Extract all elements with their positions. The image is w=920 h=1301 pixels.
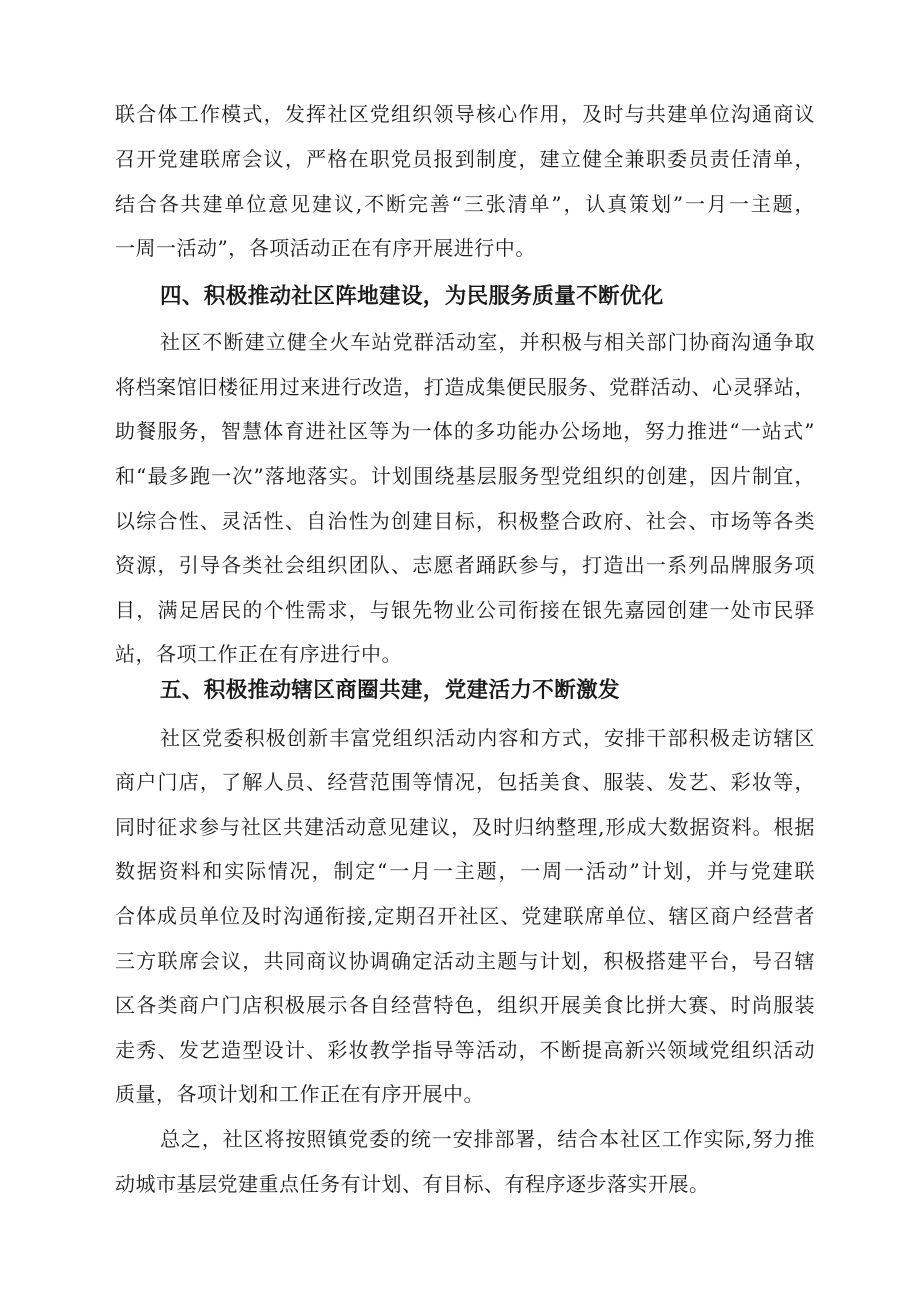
section-heading-5: 五、积极推动辖区商圈共建，党建活力不断激发: [160, 678, 620, 703]
paragraph-line: 商户门店，了解人员、经营范围等情况，包括美食、服装、发艺、彩妆等，: [115, 770, 815, 794]
paragraph-line: 质量，各项计划和工作正在有序开展中。: [115, 1082, 484, 1106]
paragraph-line: 区各类商户门店积极展示各自经营特色，组织开展美食比拼大赛、时尚服装: [115, 993, 815, 1017]
paragraph-line: 社区党委积极创新丰富党组织活动内容和方式，安排干部积极走访辖区: [160, 726, 815, 750]
paragraph-line: 资源，引导各类社会组织团队、志愿者踊跃参与，打造出一系列品牌服务项: [115, 553, 815, 577]
paragraph-line: 社区不断建立健全火车站党群活动室，并积极与相关部门协商沟通争取: [160, 330, 815, 354]
paragraph-line: 动城市基层党建重点任务有计划、有目标、有程序逐步落实开展。: [115, 1172, 710, 1196]
paragraph-line: 站，各项工作正在有序进行中。: [115, 642, 402, 666]
paragraph-line: 总之，社区将按照镇党委的统一安排部署，结合本社区工作实际,努力推: [160, 1127, 815, 1151]
paragraph-line: 一周一活动”，各项活动正在有序开展进行中。: [115, 236, 536, 260]
paragraph-line: 走秀、发艺造型设计、彩妆教学指导等活动，不断提高新兴领域党组织活动: [115, 1038, 815, 1062]
paragraph-line: 三方联席会议，共同商议协调确定活动主题与计划，积极搭建平台，号召辖: [115, 949, 815, 973]
paragraph-line: 和“最多跑一次”落地落实。计划围绕基层服务型党组织的创建，因片制宜，: [115, 464, 815, 488]
paragraph-line: 以综合性、灵活性、自治性为创建目标，积极整合政府、社会、市场等各类: [115, 509, 815, 533]
paragraph-line: 将档案馆旧楼征用过来进行改造，打造成集便民服务、党群活动、心灵驿站，: [115, 375, 815, 399]
paragraph-line: 助餐服务，智慧体育进社区等为一体的多功能办公场地，努力推进“一站式”: [115, 419, 815, 443]
paragraph-line: 合体成员单位及时沟通衔接,定期召开社区、党建联席单位、辖区商户经营者: [115, 904, 815, 928]
paragraph-line: 同时征求参与社区共建活动意见建议，及时归纳整理,形成大数据资料。根据: [115, 815, 815, 839]
paragraph-line: 结合各共建单位意见建议,不断完善“三张清单”，认真策划”一月一主题，: [115, 192, 815, 216]
paragraph-line: 联合体工作模式，发挥社区党组织领导核心作用，及时与共建单位沟通商议: [115, 102, 815, 126]
section-heading-4: 四、积极推动社区阵地建设，为民服务质量不断优化: [160, 284, 664, 309]
paragraph-line: 目，满足居民的个性需求，与银先物业公司衔接在银先嘉园创建一处市民驿: [115, 598, 815, 622]
paragraph-line: 数据资料和实际情况，制定“一月一主题，一周一活动”计划，并与党建联: [115, 859, 815, 883]
paragraph-line: 召开党建联席会议，严格在职党员报到制度，建立健全兼职委员责任清单，: [115, 147, 815, 171]
